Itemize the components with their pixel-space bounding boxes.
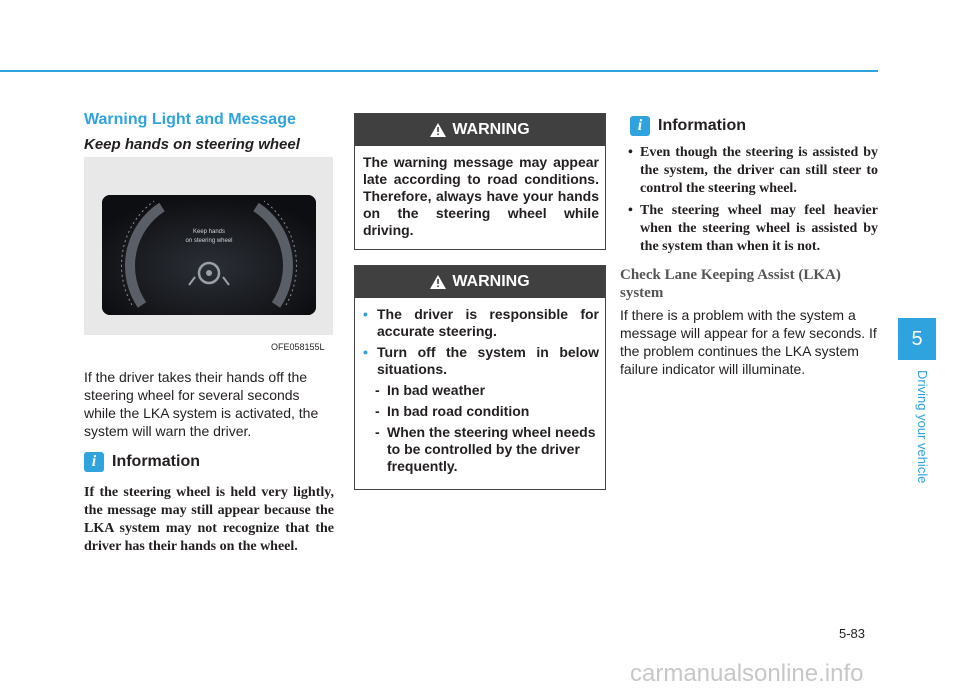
info1-text: If the steering wheel is held very lightly, the message may still appear because the LKA system may not recognize that the driver has their hands on the wheel. <box>84 485 334 554</box>
footer-watermark: carmanualsonline.info <box>630 660 864 687</box>
warning2-label: WARNING <box>452 273 530 290</box>
col1-body: If the driver takes their hands off the steering wheel for several seconds while the LKA system is activated, the system will warn the driver. <box>84 369 319 439</box>
warning2-dash: - In bad road condition <box>363 403 599 420</box>
warning-box-2 <box>354 265 606 490</box>
info1-header <box>84 452 200 472</box>
header-rule <box>0 70 878 72</box>
info2-header <box>630 116 746 136</box>
section-title: Warning Light and Message <box>84 111 296 128</box>
figure-caption: OFE058155L <box>271 342 325 352</box>
chapter-title: Driving your vehicle <box>915 370 930 484</box>
info2-item: • Even though the steering is assisted by the system, the driver can still steer to control the steering wheel. <box>620 144 878 198</box>
warning-triangle-icon <box>430 275 446 289</box>
warning2-dash: - In bad weather <box>363 382 599 399</box>
info2-label: Information <box>658 117 746 134</box>
info2-list <box>620 144 878 260</box>
warning2-bullet: • The driver is responsible for accurate steering. <box>363 306 599 340</box>
chapter-tab: 5 <box>898 318 936 360</box>
warning2-header <box>355 266 605 298</box>
info2-item: • The steering wheel may feel heavier when the steering wheel is assisted by the system than when it is not. <box>620 202 878 256</box>
warning-triangle-icon <box>430 123 446 137</box>
cluster-gauge-graphic <box>102 195 316 315</box>
screen-message-line1: Keep hands <box>192 229 226 235</box>
info1-label: Information <box>112 453 200 470</box>
warning1-header <box>355 114 605 146</box>
warning2-dash: - When the steering wheel needs to be controlled by the driver frequently. <box>363 424 599 475</box>
info-icon: i <box>630 116 650 136</box>
info-icon: i <box>84 452 104 472</box>
warning1-text: The warning message may appear late according to road conditions. Therefore, always have your hands on the steering wheel while driving. <box>363 154 599 238</box>
cluster-screen <box>102 195 316 315</box>
page-number: 5-83 <box>839 626 866 641</box>
subtitle: Keep hands on steering wheel <box>84 136 300 153</box>
screen-message-line2: on steering wheel <box>185 238 233 244</box>
dashboard-figure <box>84 157 333 335</box>
check-heading: Check Lane Keeping Assist (LKA) system <box>620 267 841 301</box>
warning2-bullet: • Turn off the system in below situations. <box>363 344 599 378</box>
warning-box-1 <box>354 113 606 250</box>
warning1-label: WARNING <box>452 121 530 138</box>
check-body: If there is a problem with the system a message will appear for a few seconds. If the problem continues the LKA system failure indicator will illuminate. <box>620 307 877 377</box>
